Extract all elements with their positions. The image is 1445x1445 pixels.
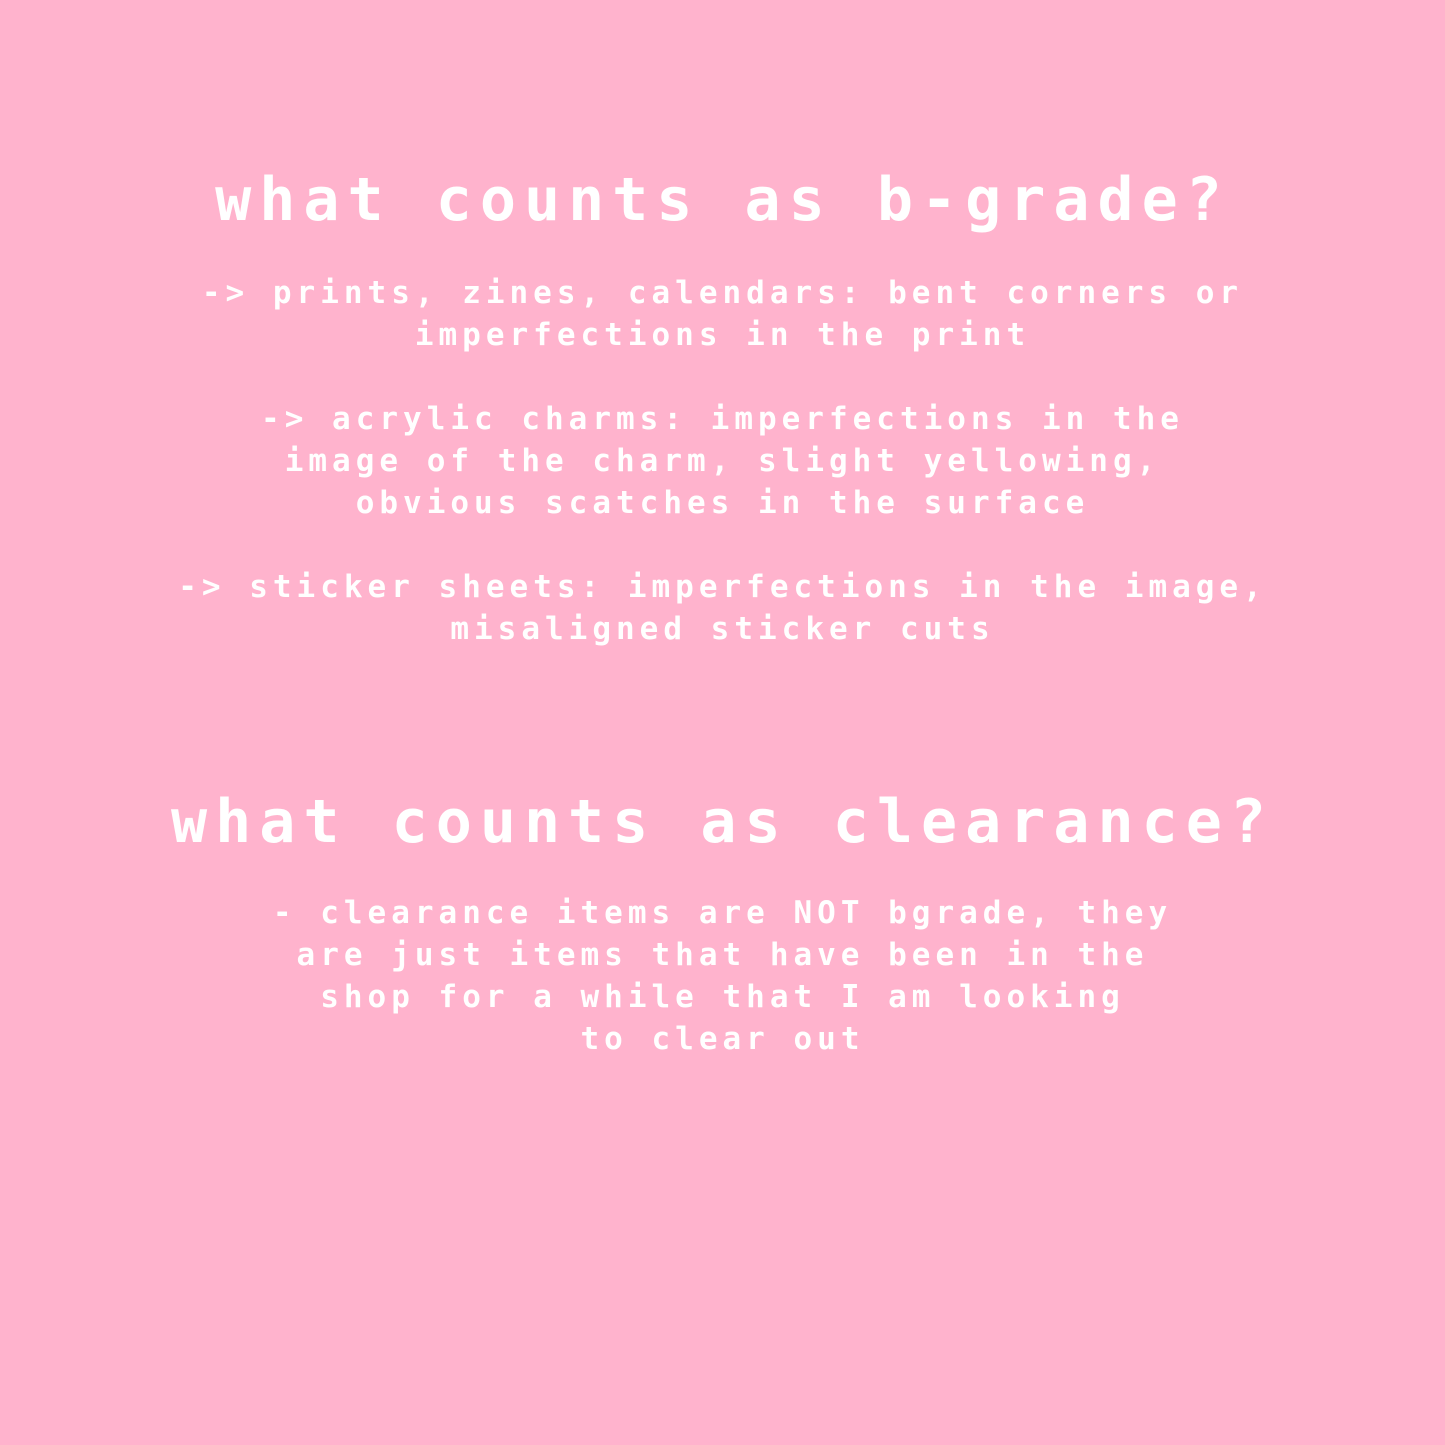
clearance-description-line: shop for a while that I am looking <box>320 979 1125 1015</box>
bgrade-item-prints-line: -> prints, zines, calendars: bent corners or <box>201 275 1244 311</box>
clearance-description <box>0 892 1445 1060</box>
clearance-description-line: are just items that have been in the <box>296 937 1149 973</box>
bgrade-item-prints <box>0 272 1445 356</box>
bgrade-item-charms-line: image of the charm, slight yellowing, <box>284 443 1161 479</box>
bgrade-item-charms-line: obvious scatches in the surface <box>355 485 1090 521</box>
clearance-heading: what counts as clearance? <box>170 787 1275 857</box>
bgrade-item-acrylic-charms <box>0 398 1445 524</box>
bgrade-item-sticker-sheets <box>0 566 1445 650</box>
clearance-description-line: to clear out <box>580 1021 865 1057</box>
clearance-description-line: - clearance items are NOT bgrade, they <box>272 895 1173 931</box>
bgrade-item-prints-line: imperfections in the print <box>414 317 1031 353</box>
bgrade-item-charms-line: -> acrylic charms: imperfections in the <box>261 401 1184 437</box>
bgrade-heading: what counts as b-grade? <box>215 165 1230 235</box>
bgrade-item-stickers-line: misaligned sticker cuts <box>450 611 995 647</box>
bgrade-item-stickers-line: -> sticker sheets: imperfections in the image, <box>178 569 1267 605</box>
